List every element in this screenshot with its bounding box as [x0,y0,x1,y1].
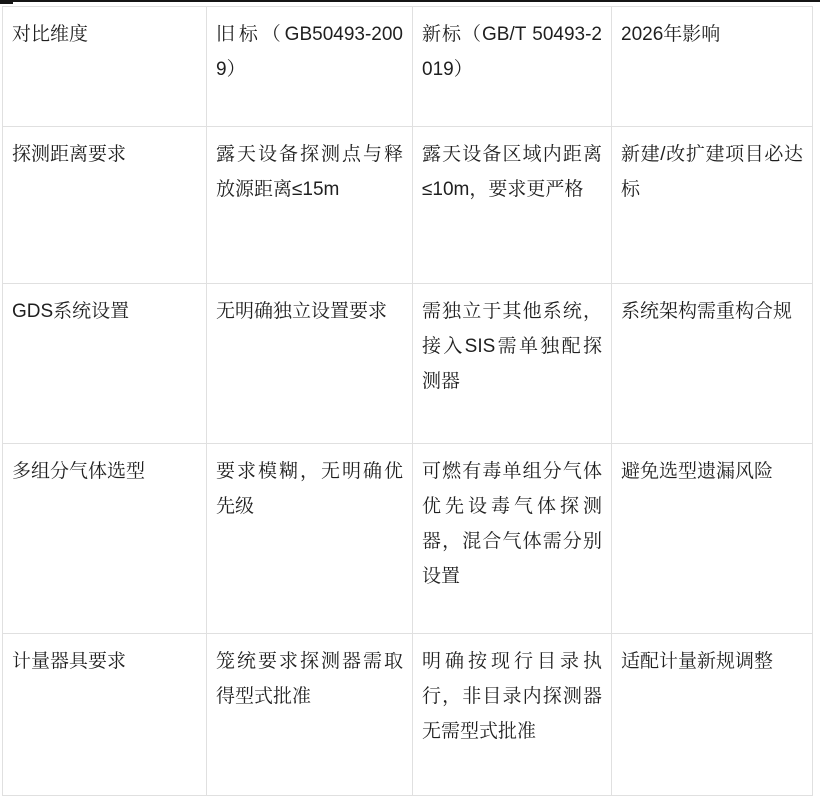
cell-impact: 新建/改扩建项目必达标 [612,127,813,284]
header-cell-new-standard: 新标（GB/T 50493-2019） [413,7,612,127]
table-row [3,444,813,634]
header-cell-impact: 2026年影响 [612,7,813,127]
top-divider-cap [0,0,13,4]
header-cell-old-standard: 旧标（GB50493-2009） [207,7,413,127]
cell-old-standard: 要求模糊，无明确优先级 [207,444,413,634]
cell-old-standard: 笼统要求探测器需取得型式批准 [207,634,413,796]
comparison-table [2,6,813,796]
header-cell-dimension: 对比维度 [3,7,207,127]
cell-impact: 系统架构需重构合规 [612,284,813,444]
table-row [3,634,813,796]
cell-impact: 避免选型遗漏风险 [612,444,813,634]
table-header-row [3,7,813,127]
cell-dimension: 多组分气体选型 [3,444,207,634]
table-row [3,284,813,444]
cell-old-standard: 无明确独立设置要求 [207,284,413,444]
cell-new-standard: 明确按现行目录执行，非目录内探测器无需型式批准 [413,634,612,796]
table-row [3,127,813,284]
cell-impact: 适配计量新规调整 [612,634,813,796]
top-divider-line [0,0,820,2]
cell-dimension: GDS系统设置 [3,284,207,444]
cell-dimension: 探测距离要求 [3,127,207,284]
cell-old-standard: 露天设备探测点与释放源距离≤15m [207,127,413,284]
cell-new-standard: 可燃有毒单组分气体优先设毒气体探测器，混合气体需分别设置 [413,444,612,634]
cell-new-standard: 露天设备区域内距离≤10m，要求更严格 [413,127,612,284]
cell-dimension: 计量器具要求 [3,634,207,796]
cell-new-standard: 需独立于其他系统，接入SIS需单独配探测器 [413,284,612,444]
